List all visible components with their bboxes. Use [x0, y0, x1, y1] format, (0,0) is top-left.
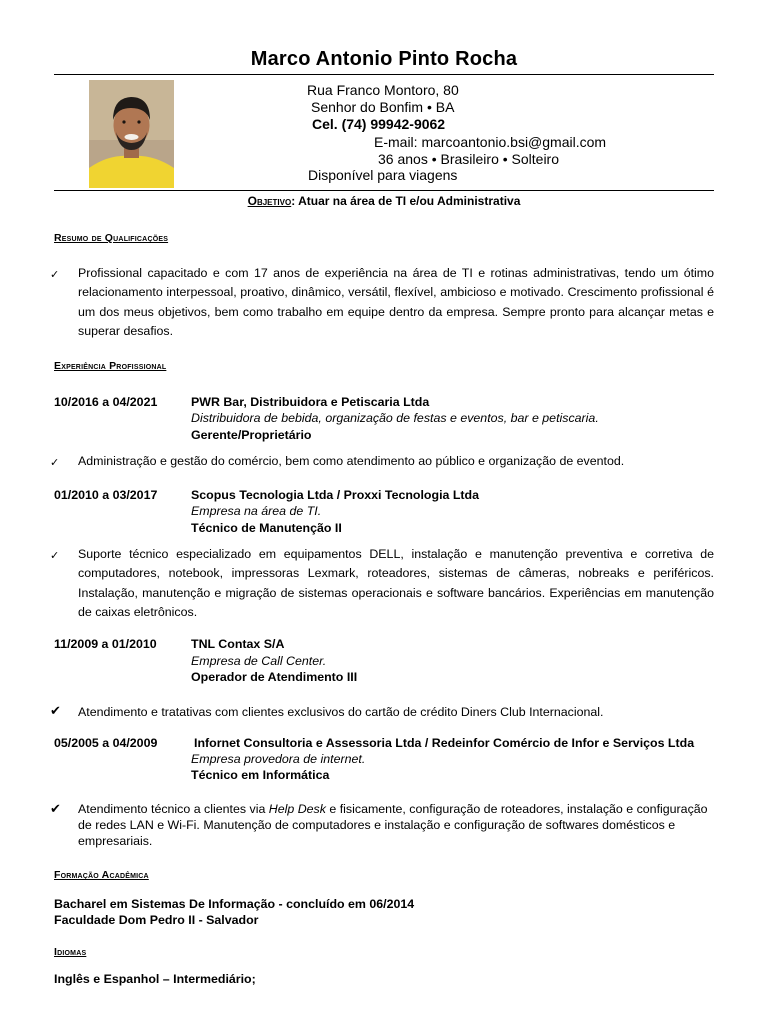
profile-photo	[89, 80, 174, 188]
job-company: PWR Bar, Distribuidora e Petiscaria Ltda	[191, 395, 430, 409]
check-icon: ✔	[50, 703, 61, 718]
education-heading: Formação Acadêmica	[54, 869, 149, 881]
job-role: Técnico de Manutenção II	[191, 521, 342, 535]
candidate-name: Marco Antonio Pinto Rocha	[250, 48, 518, 70]
job-detail: Suporte técnico especializado em equipamentos DELL, instalação e manutenção preventiva e corretiva de computadores, notebook, impressoras Lexmark, roteadores, sistemas de câmeras, nobreaks e periféricos. Instalação, manutenção e migração de sistemas operacionais e software bancários. Experiências em manutenção de caixas eletrônicos.	[78, 547, 714, 620]
check-icon: ✔	[50, 801, 61, 816]
job-detail: Atendimento técnico a clientes via Help Desk e fisicamente, configuração de roteadores, instalação e configuração de redes LAN e Wi-Fi. Manutenção de computadores e instalação e configuração de softwares domésticos e empresariais.	[78, 802, 708, 848]
personal-info-line: 36 anos • Brasileiro • Solteiro	[378, 151, 560, 167]
objective-text: : Atuar na área de TI e/ou Administrativa	[291, 194, 521, 208]
job-role: Operador de Atendimento III	[191, 670, 358, 684]
objective-label: Objetivo	[247, 194, 292, 208]
job-detail: Administração e gestão do comércio, bem como atendimento ao público e organização de eventod.	[78, 454, 625, 468]
experience-heading: Experiência Profissional	[54, 360, 167, 372]
education-degree: Bacharel em Sistemas De Informação - concluído em 06/2014	[54, 897, 415, 911]
header-top-divider	[54, 74, 714, 75]
job-role: Gerente/Proprietário	[191, 428, 312, 442]
job-description: Empresa provedora de internet.	[191, 752, 366, 766]
job-company: Scopus Tecnologia Ltda / Proxxi Tecnologia Ltda	[191, 488, 480, 502]
email-line: E-mail: marcoantonio.bsi@gmail.com	[374, 134, 607, 150]
phone-line: Cel. (74) 99942-9062	[312, 116, 446, 132]
summary-text: Profissional capacitado e com 17 anos de experiência na área de TI e rotinas administrativas, tendo um ótimo relacionamento interpessoal, proativo, dinâmico, versátil, flexível, ambicioso e motivado. Crescimento profissional é um dos meus objetivos, bem como trabalho em equipe dentro da empresa. Sempre pronto para alcançar metas e superar desafios.	[78, 266, 714, 339]
education-school: Faculdade Dom Pedro II - Salvador	[54, 913, 259, 927]
city-line: Senhor do Bonfim • BA	[311, 99, 455, 115]
check-icon: ✓	[50, 550, 60, 562]
job-company: Infornet Consultoria e Assessoria Ltda / Redeinfor Comércio de Infor e Serviços Ltda	[194, 736, 695, 750]
job-period: 05/2005 a 04/2009	[54, 736, 158, 750]
job-company: TNL Contax S/A	[191, 637, 285, 651]
job-period: 11/2009 a 01/2010	[54, 637, 157, 651]
job-period: 10/2016 a 04/2021	[54, 395, 158, 409]
job-period: 01/2010 a 03/2017	[54, 488, 158, 502]
job-role: Técnico em Informática	[191, 768, 330, 782]
check-icon: ✓	[50, 269, 60, 281]
header-bottom-divider	[54, 190, 714, 191]
job-description: Distribuidora de bebida, organização de festas e eventos, bar e petiscaria.	[191, 411, 599, 425]
summary-heading: Resumo de Qualificações	[54, 232, 169, 244]
languages-heading: Idiomas	[54, 946, 87, 958]
objective	[0, 194, 768, 208]
check-icon: ✓	[50, 457, 60, 469]
languages-text: Inglês e Espanhol – Intermediário;	[54, 972, 256, 986]
job-description: Empresa na área de TI.	[191, 504, 322, 518]
address-line: Rua Franco Montoro, 80	[307, 82, 459, 98]
job-description: Empresa de Call Center.	[191, 654, 327, 668]
job-detail: Atendimento e tratativas com clientes exclusivos do cartão de crédito Diners Club Internacional.	[78, 705, 604, 719]
availability-line: Disponível para viagens	[308, 167, 458, 183]
